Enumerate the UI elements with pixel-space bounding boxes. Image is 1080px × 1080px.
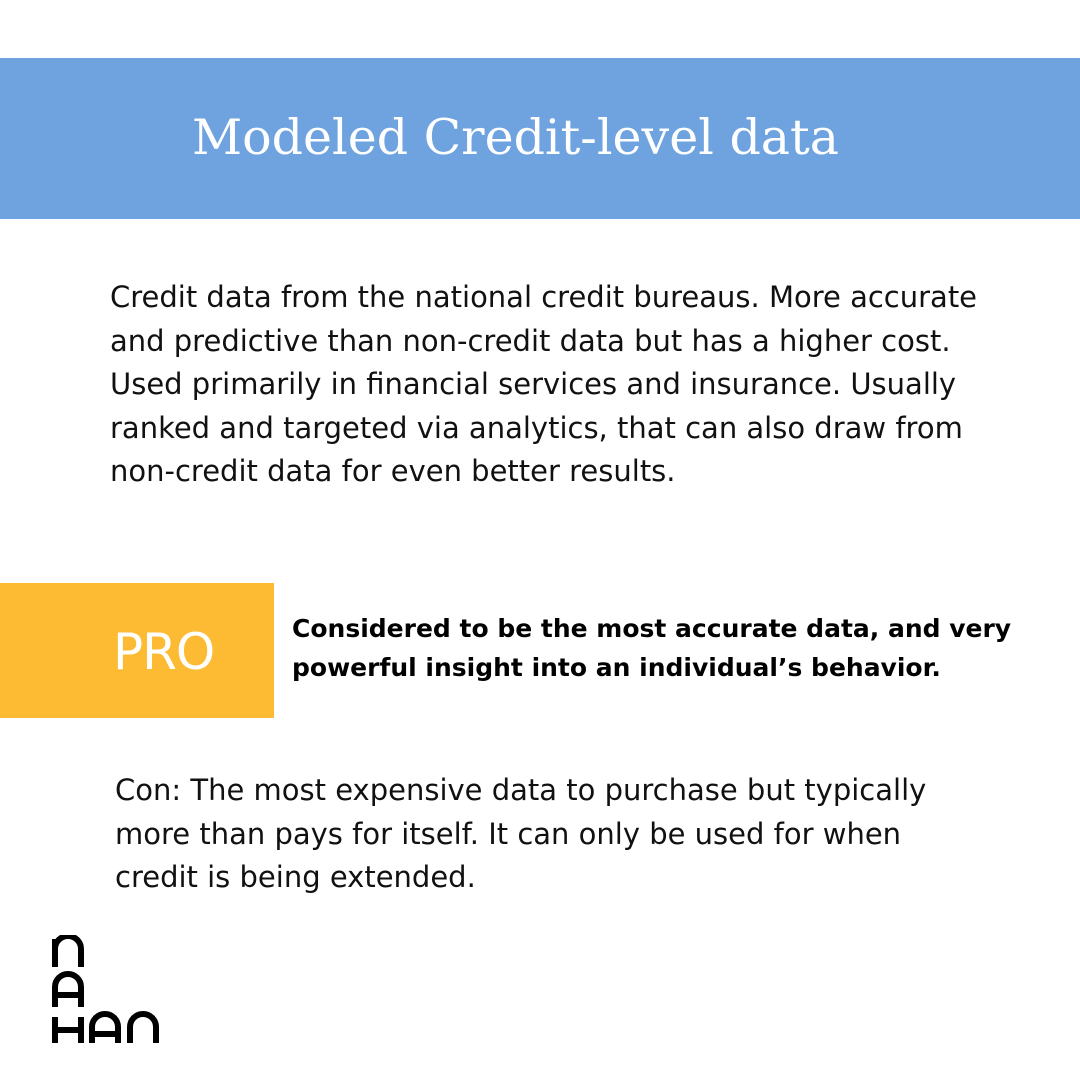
- pro-description: Considered to be the most accurate data, and very powerful insight into an individual’s behavior.: [292, 614, 1012, 682]
- con-paragraph: Con: The most expensive data to purchase but typically more than pays for itself. It can only be used for when credit is being extended.: [115, 773, 927, 895]
- nahan-logo: [52, 935, 172, 1047]
- logo-letter-a: [55, 974, 81, 1007]
- pro-label: PRO: [113, 623, 215, 681]
- logo-letter-n: [55, 936, 81, 967]
- logo-letter-h: [55, 1017, 81, 1043]
- logo-letter-a2: [92, 1014, 118, 1043]
- logo-letter-n2: [130, 1014, 156, 1043]
- page-title: Modeled Credit-level data: [192, 109, 839, 166]
- description-paragraph: Credit data from the national credit bureaus. More accurate and predictive than non-credit data but has a higher cost. Used primarily in financial services and insurance. Usually ranked and targeted via analytics, that can also draw from non-credit data for even better results.: [110, 280, 978, 489]
